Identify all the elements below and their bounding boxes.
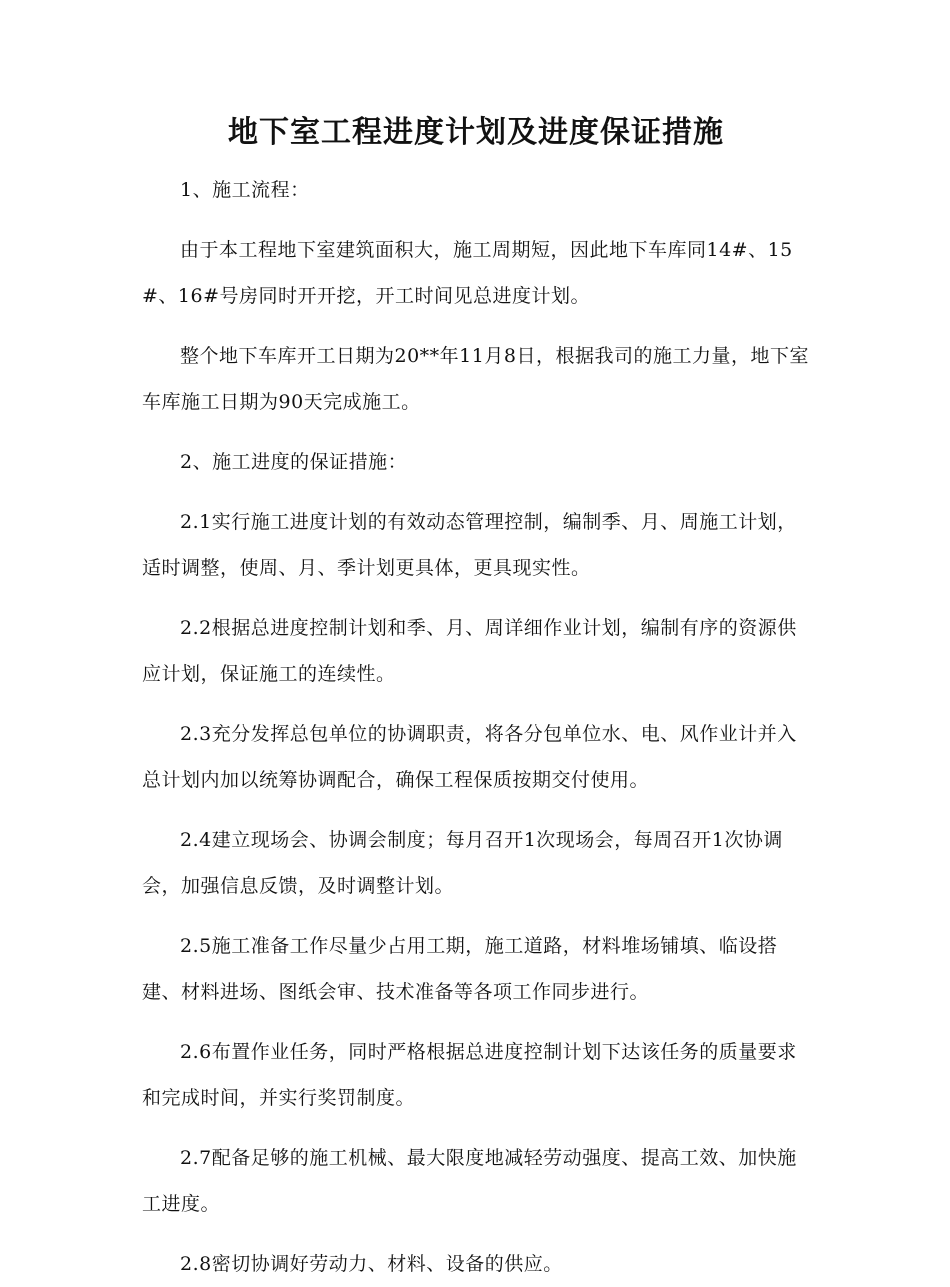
paragraph-measure-2-1: 2.1实行施工进度计划的有效动态管理控制，编制季、月、周施工计划，适时调整，使周、月、季计划更具体，更具现实性。 [142,511,797,579]
document-body [142,105,810,1287]
document-title: 地下室工程进度计划及进度保证措施 [228,115,724,150]
paragraph-start-date: 整个地下车库开工日期为20**年11月8日，根据我司的施工力量，地下室车库施工日期为90天完成施工。 [142,345,809,413]
paragraph-measure-2-4: 2.4建立现场会、协调会制度；每月召开1次现场会，每周召开1次协调会，加强信息反馈，及时调整计划。 [142,829,783,897]
section-heading-progress-measures: 2、施工进度的保证措施： [180,451,408,473]
paragraph-measure-2-3: 2.3充分发挥总包单位的协调职责，将各分包单位水、电、风作业计并入总计划内加以统筹协调配合，确保工程保质按期交付使用。 [142,723,797,791]
paragraph-measure-2-6: 2.6布置作业任务，同时严格根据总进度控制计划下达该任务的质量要求和完成时间，并实行奖罚制度。 [142,1041,797,1109]
paragraph-measure-2-8: 2.8密切协调好劳动力、材料、设备的供应。 [180,1253,563,1275]
paragraph-measure-2-5: 2.5施工准备工作尽量少占用工期，施工道路，材料堆场铺填、临设搭建、材料进场、图纸会审、技术准备等各项工作同步进行。 [142,935,778,1003]
paragraph-measure-2-7: 2.7配备足够的施工机械、最大限度地减轻劳动强度、提高工效、加快施工进度。 [142,1147,797,1215]
paragraph-process-description: 由于本工程地下室建筑面积大，施工周期短，因此地下车库同14#、15#、16#号房同时开开挖，开工时间见总进度计划。 [142,239,793,307]
section-heading-construction-process: 1、施工流程： [180,179,310,201]
paragraph-measure-2-2: 2.2根据总进度控制计划和季、月、周详细作业计划，编制有序的资源供应计划，保证施工的连续性。 [142,617,797,685]
